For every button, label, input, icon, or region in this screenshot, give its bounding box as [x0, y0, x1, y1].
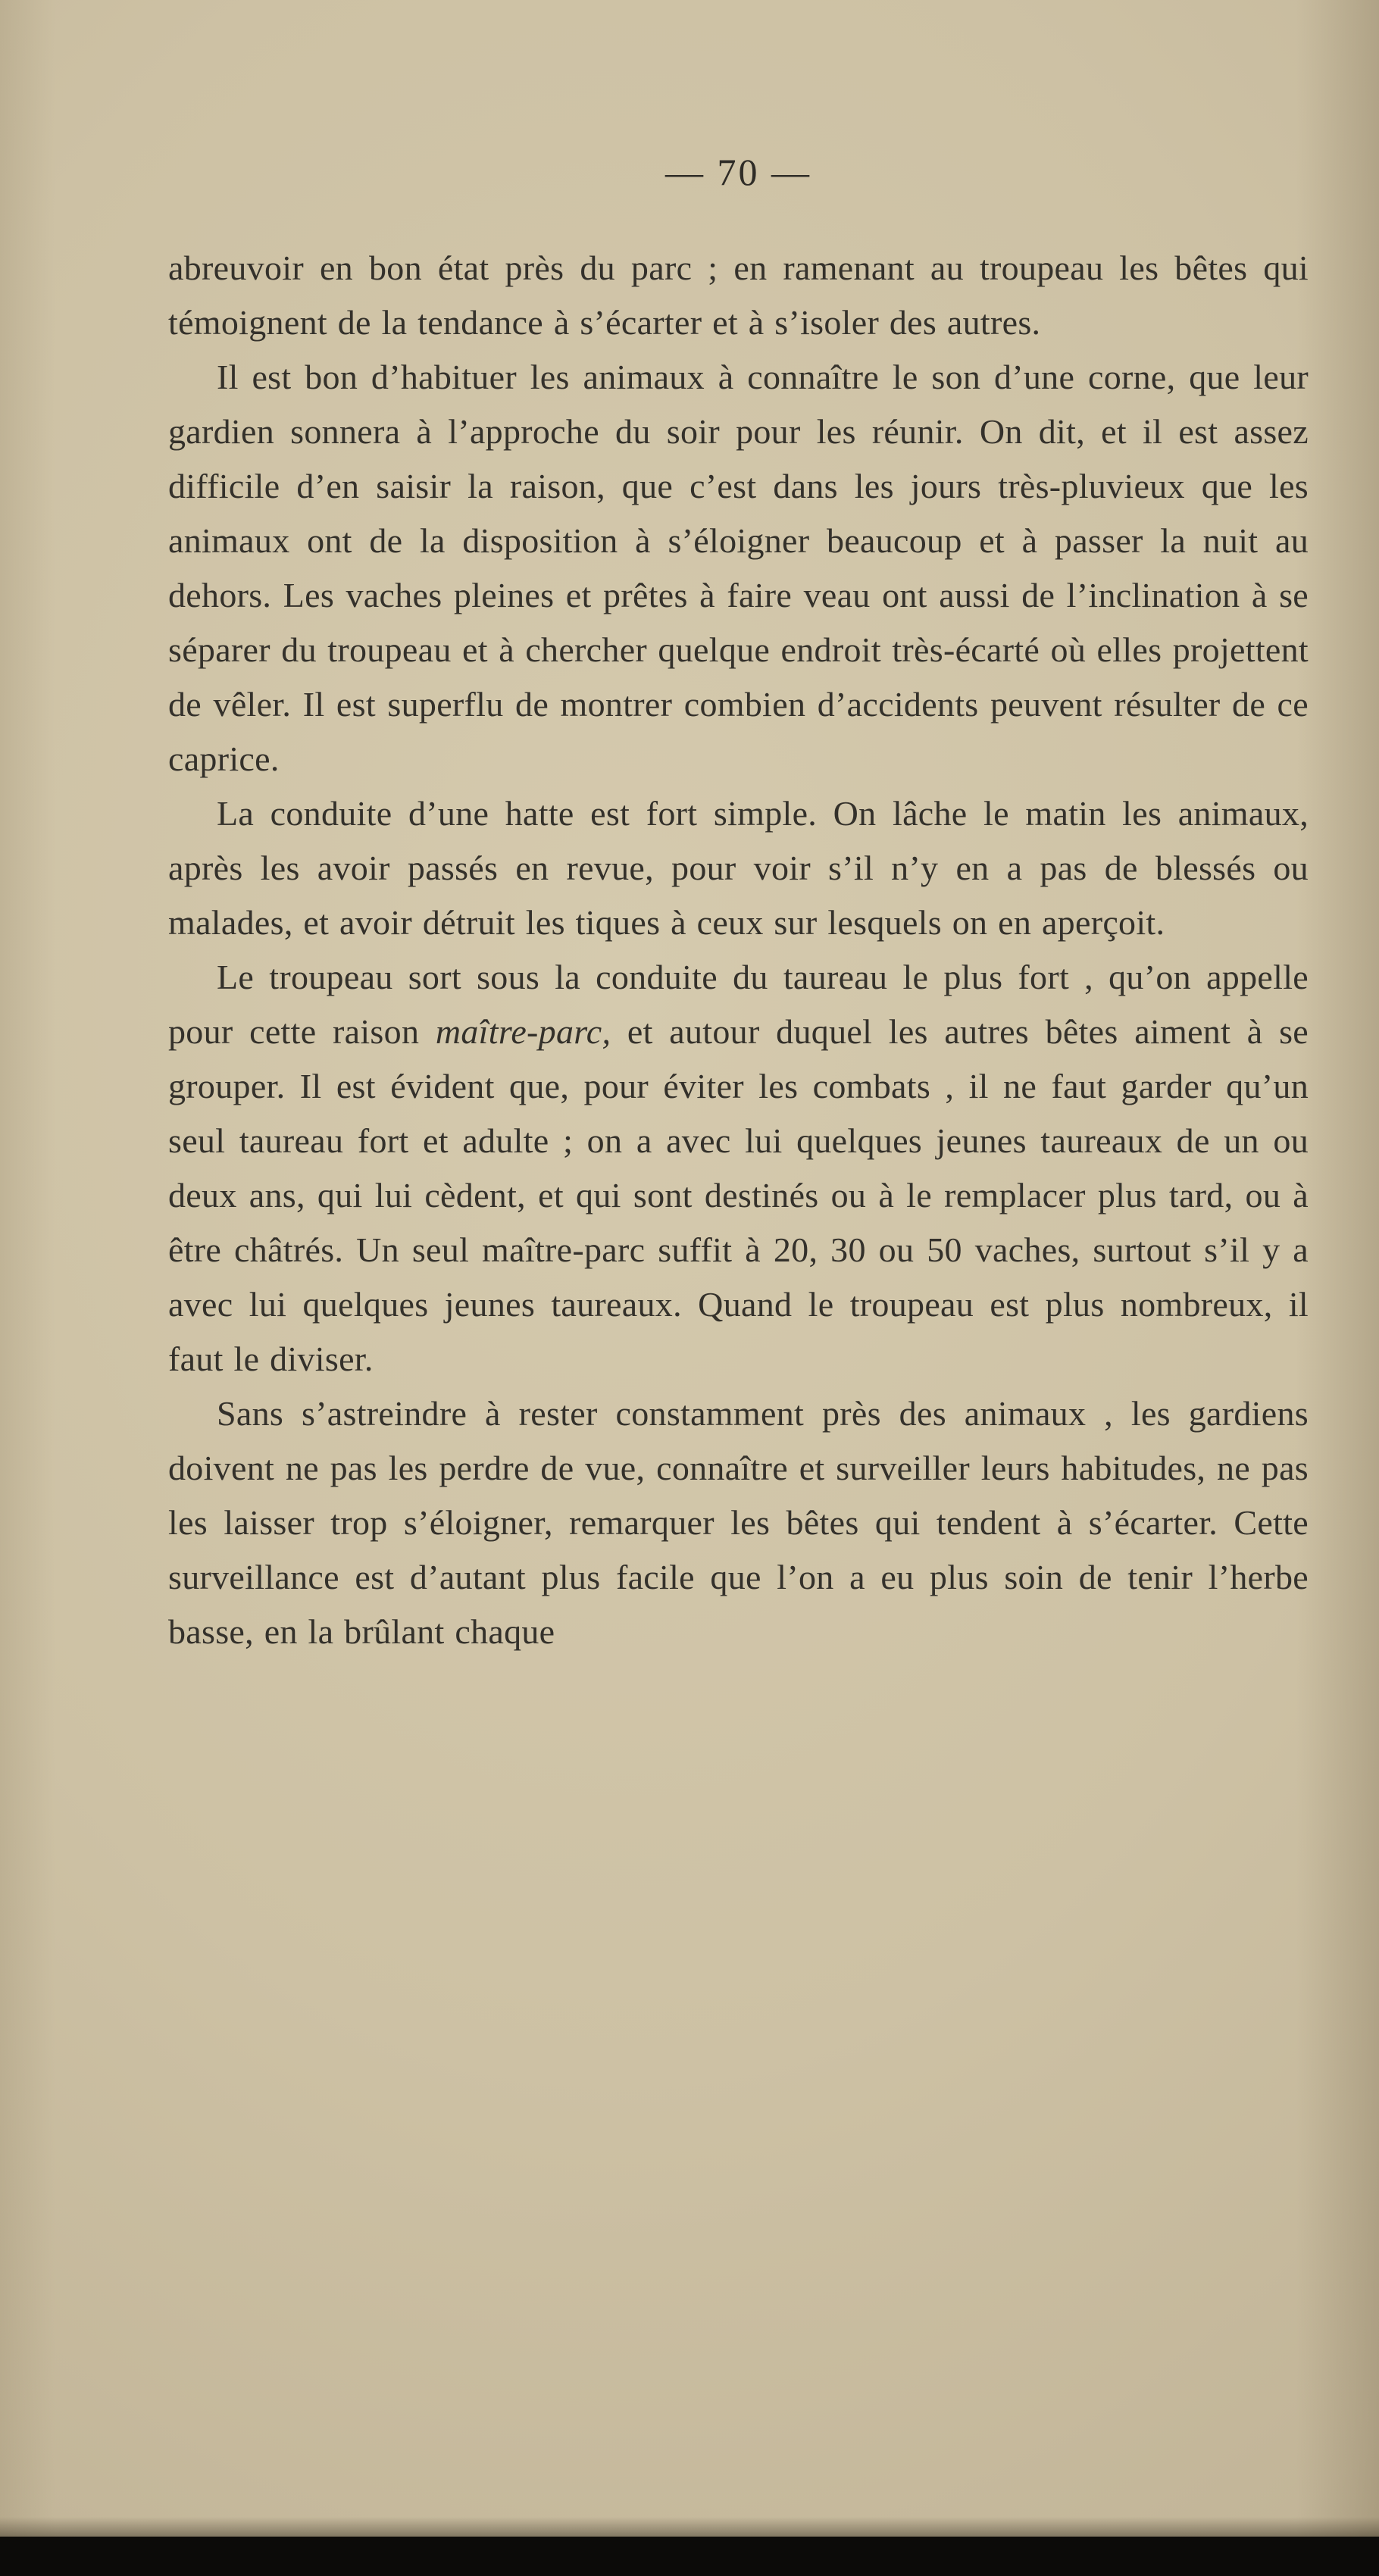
text-run: La conduite d’une hatte est fort simple. On lâche le matin les animaux, après les avoir passés en revue, pour voir s’il n’y en a pas de blessés ou malades, et avoir détruit les tiques à ceux sur lesquels on en aperçoit.	[168, 794, 1309, 942]
paragraph	[168, 1386, 1309, 1659]
scan-edge-bottom	[0, 2537, 1379, 2576]
text-run: abreuvoir en bon état près du parc ; en ramenant au troupeau les bêtes qui témoignent de la tendance à s’écarter et à s’isoler des autres.	[168, 249, 1309, 342]
paragraph	[168, 950, 1309, 1386]
paragraph	[168, 786, 1309, 950]
text-run: Il est bon d’habituer les animaux à connaître le son d’une corne, que leur gardien sonnera à l’approche du soir pour les réunir. On dit, et il est assez difficile d’en saisir la raison, que c’est dans les jours très-pluvieux que les animaux ont de la disposition à s’éloigner beaucoup et à passer la nuit au dehors. Les vaches pleines et prêtes à faire veau ont aussi de l’inclination à se séparer du troupeau et à chercher quelque endroit très-écarté où elles projettent de vêler. Il est superflu de montrer combien d’accidents peuvent résulter de ce caprice.	[168, 358, 1309, 778]
page-text	[168, 241, 1309, 1659]
italic-text-run: maître-parc,	[435, 1012, 611, 1051]
page-number: — 70 —	[665, 151, 811, 193]
text-run: Le troupeau sort sous la conduite du taureau le plus fort , qu’on appelle pour cette raison	[168, 958, 1309, 1051]
paragraph	[168, 350, 1309, 786]
text-run: Sans s’astreindre à rester constamment près des animaux , les gardiens doivent ne pas les perdre de vue, connaître et surveiller leurs habitudes, ne pas les laisser trop s’éloigner, remarquer les bêtes qui tendent à s’écarter. Cette surveillance est d’autant plus facile que l’on a eu plus soin de tenir l’herbe basse, en la brûlant chaque	[168, 1394, 1309, 1651]
paragraph	[168, 241, 1309, 350]
text-run: et autour duquel les autres bêtes aiment à se grouper. Il est évident que, pour éviter les combats , il ne faut garder qu’un seul taureau fort et adulte ; on a avec lui quelques jeunes taureaux de un ou deux ans, qui lui cèdent, et qui sont destinés ou à le remplacer plus tard, ou à être châtrés. Un seul maître-parc suffit à 20, 30 ou 50 vaches, surtout s’il y a avec lui quelques jeunes taureaux. Quand le troupeau est plus nombreux, il faut le diviser.	[168, 1012, 1309, 1378]
